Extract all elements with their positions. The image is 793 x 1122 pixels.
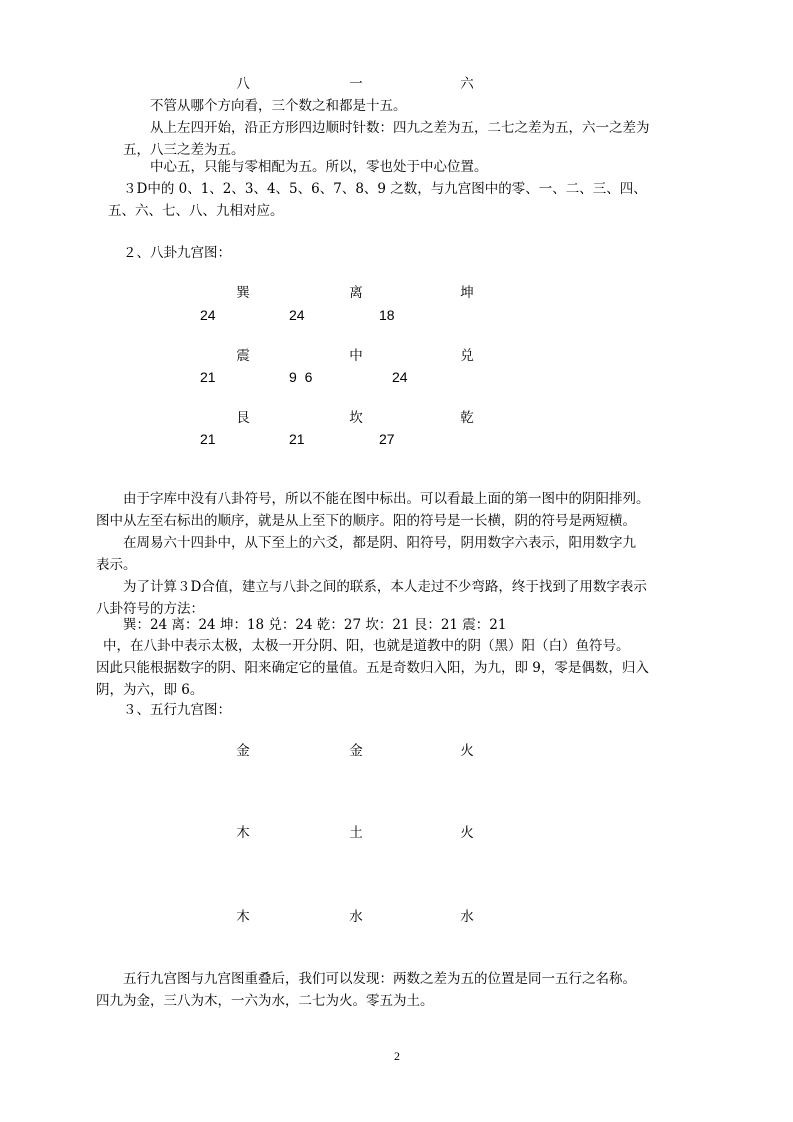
magic-square-cell: 一 <box>349 76 363 92</box>
wuxing-cell: 火 <box>460 743 474 759</box>
magic-square-cell: 八 <box>236 76 250 92</box>
paragraph-line: ３D中的 0、1、2、3、4、5、6、7、8、9 之数，与九宫图中的零、一、二、三、四、 <box>123 181 647 197</box>
wuxing-cell: 水 <box>460 909 474 925</box>
bagua-number: 21 <box>200 431 216 447</box>
paragraph-line: 表示。 <box>96 557 137 573</box>
bagua-number: 24 <box>289 307 305 323</box>
bagua-name: 兑 <box>460 348 474 364</box>
paragraph-line: 图中从左至右标出的顺序，就是从上至下的顺序。阳的符号是一长横，阴的符号是两短横。 <box>96 513 636 529</box>
page-number: 2 <box>394 1049 400 1063</box>
paragraph-line: 四九为金，三八为木，一六为水，二七为火。零五为土。 <box>96 993 434 1009</box>
bagua-number: 18 <box>379 307 395 323</box>
bagua-values-line: 巽：24 离：24 坤：18 兑：24 乾：27 坎：21 艮：21 震：21 <box>123 617 507 633</box>
bagua-number: 27 <box>379 431 395 447</box>
paragraph-line: 由于字库中没有八卦符号，所以不能在图中标出。可以看最上面的第一图中的阴阳排列。 <box>123 491 650 507</box>
wuxing-cell: 火 <box>460 825 474 841</box>
paragraph-line: 为了计算３D合值，建立与八卦之间的联系，本人走过不少弯路，终于找到了用数字表示 <box>123 579 647 595</box>
bagua-name: 坤 <box>460 285 474 301</box>
wuxing-cell: 金 <box>349 743 363 759</box>
bagua-number: 21 <box>289 431 305 447</box>
wuxing-cell: 水 <box>349 909 363 925</box>
paragraph-line: 在周易六十四卦中，从下至上的六爻，都是阴、阳符号，阴用数字六表示，阳用数字九 <box>123 535 636 551</box>
section-heading-wuxing: ３、五行九宫图： <box>123 702 231 718</box>
wuxing-cell: 土 <box>349 825 363 841</box>
bagua-name: 中 <box>349 348 363 364</box>
bagua-number: 21 <box>200 369 216 385</box>
paragraph-line: 中，在八卦中表示太极，太极一开分阴、阳，也就是道教中的阴（黑）阳（白）鱼符号。 <box>103 638 630 654</box>
bagua-number: 24 <box>392 369 408 385</box>
wuxing-cell: 木 <box>236 825 250 841</box>
magic-square-cell: 六 <box>460 76 474 92</box>
bagua-name: 震 <box>236 348 250 364</box>
paragraph-line: 五、六、七、八、九相对应。 <box>108 203 284 219</box>
bagua-number: 9 6 <box>289 369 313 385</box>
wuxing-cell: 金 <box>236 743 250 759</box>
paragraph-line: 阴，为六，即 6。 <box>96 682 204 698</box>
paragraph-line: 五行九宫图与九宫图重叠后，我们可以发现：两数之差为五的位置是同一五行之名称。 <box>123 971 636 987</box>
paragraph-line: 不管从哪个方向看，三个数之和都是十五。 <box>150 98 407 114</box>
bagua-name: 艮 <box>236 410 250 426</box>
section-heading-bagua: ２、八卦九宫图： <box>123 245 231 261</box>
paragraph-line: 中心五，只能与零相配为五。所以，零也处于中心位置。 <box>150 159 488 175</box>
bagua-name: 乾 <box>460 410 474 426</box>
bagua-name: 离 <box>349 285 363 301</box>
bagua-name: 巽 <box>236 285 250 301</box>
bagua-number: 24 <box>200 307 216 323</box>
bagua-name: 坎 <box>349 410 363 426</box>
paragraph-line: 因此只能根据数字的阴、阳来确定它的量值。五是奇数归入阳，为九，即 9，零是偶数，归入 <box>96 660 649 676</box>
wuxing-cell: 木 <box>236 909 250 925</box>
paragraph-line: 八卦符号的方法： <box>96 601 204 617</box>
paragraph-line: 五，八三之差为五。 <box>123 142 245 158</box>
paragraph-line: 从上左四开始，沿正方形四边顺时针数：四九之差为五，二七之差为五，六一之差为 <box>150 120 650 136</box>
